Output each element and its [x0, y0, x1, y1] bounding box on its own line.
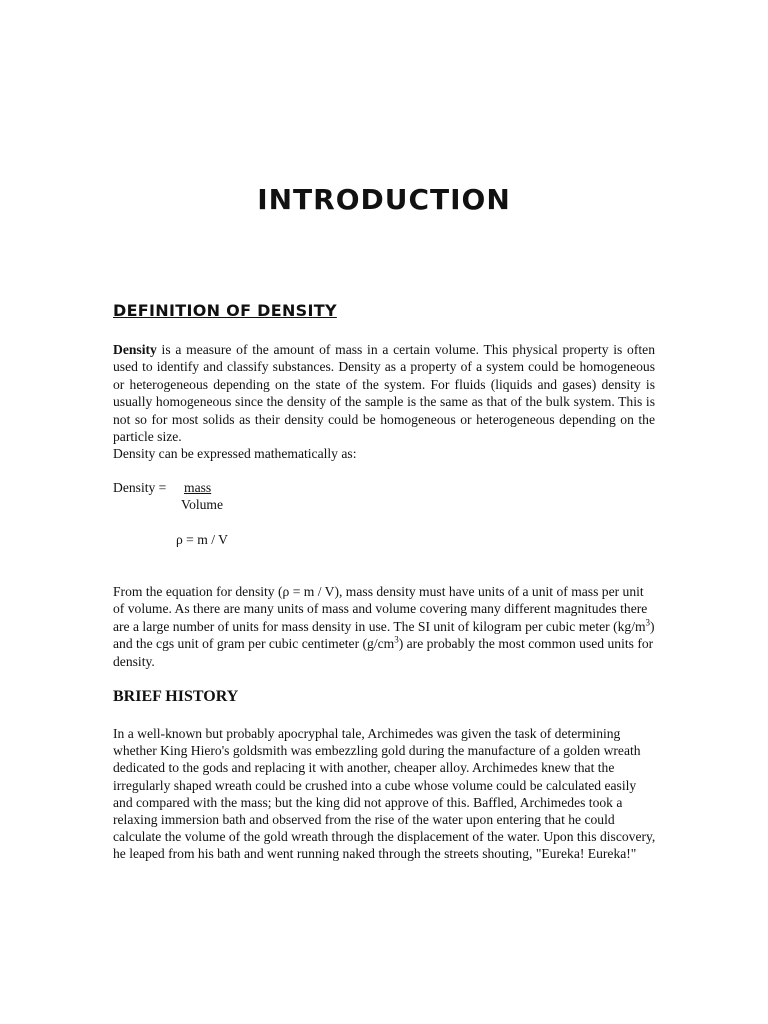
equation-formula: ρ = m / V — [176, 532, 228, 547]
section-heading-definition: DEFINITION OF DENSITY — [113, 301, 337, 320]
superscript-3-a: 3 — [645, 617, 651, 628]
units-text-b: ) and the cgs unit of gram per cubic centimeter (g/cm — [113, 618, 655, 652]
definition-paragraph — [113, 341, 655, 445]
units-text-c: ) are probably the most common used units for density. — [113, 636, 654, 669]
page-title: INTRODUCTION — [257, 183, 511, 216]
equation-label: Density = — [113, 480, 167, 495]
definition-text: is a measure of the amount of mass in a certain volume. This physical property is often used to identify and classify substances. Density as a property of a system could be homogeneous or heterogeneous depending on the state of the system. For fluids (liquids and gases) density is usually homogeneous since the density of the sample is the same as that of the bulk system. This is not so for most solids as their density could be homogeneous or heterogeneous depending on the particle size. — [113, 342, 655, 445]
section-heading-history: BRIEF HISTORY — [113, 688, 239, 705]
history-paragraph: In a well-known but probably apocryphal tale, Archimedes was given the task of determining whether King Hiero's goldsmith was embezzling gold during the manufacture of a golden wreath dedicated to the gods and replacing it with another, cheaper alloy. Archimedes knew that the irregularly shaped wreath could be crushed into a cube whose volume could be calculated easily and compared with the mass; but the king did not approve of this. Baffled, Archimedes took a relaxing immersion bath and observed from the rise of the water upon entering that he could calculate the volume of the gold wreath through the displacement of the water. Upon this discovery, he leaped from his bath and went running naked through the streets shouting, "Eureka! Eureka!" — [113, 726, 656, 862]
equation-numerator: mass — [184, 480, 212, 495]
superscript-3-b: 3 — [394, 634, 399, 645]
expression-intro: Density can be expressed mathematically as: — [113, 446, 357, 461]
units-paragraph — [113, 583, 655, 670]
density-term: Density — [113, 342, 157, 357]
units-text-a: From the equation for density (ρ = m / V), mass density must have units of a unit of mass per unit of volume. As there are many units of mass and volume covering many different magnitudes there are a large number of units for mass density in use. The SI unit of kilogram per cubic meter (kg/m — [113, 584, 648, 634]
equation-denominator: Volume — [181, 497, 224, 512]
